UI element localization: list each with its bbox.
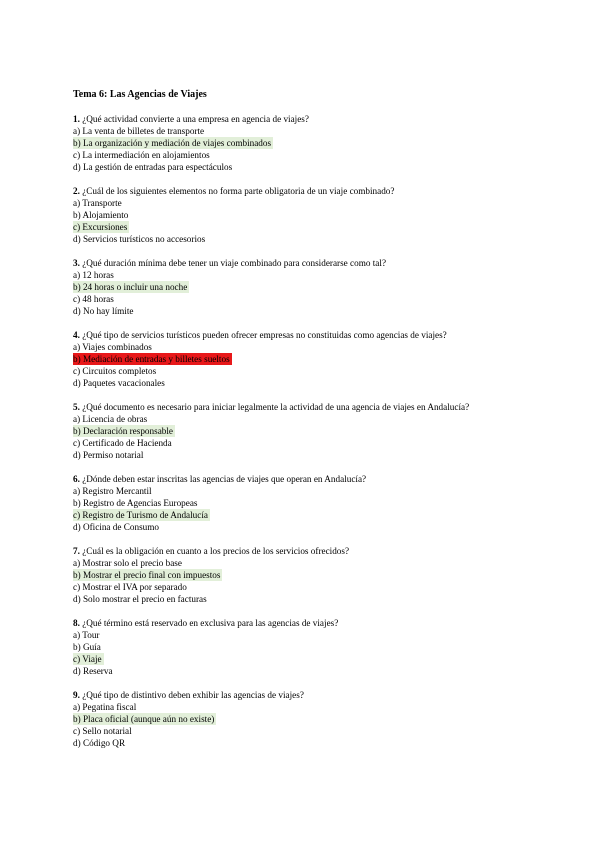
answer-option xyxy=(73,725,553,737)
answer-option-text: b) Alojamiento xyxy=(73,210,129,220)
answer-option xyxy=(73,137,553,149)
answer-option-text: a) Viajes combinados xyxy=(73,342,152,352)
answer-option-text: d) Servicios turísticos no accesorios xyxy=(73,234,206,244)
answer-option-text: a) Tour xyxy=(73,630,100,640)
answer-option xyxy=(73,509,553,521)
answer-option-text: d) Oficina de Consumo xyxy=(73,522,159,532)
answer-option-text: d) No hay límite xyxy=(73,306,134,316)
question-prompt: ¿Cuál es la obligación en cuanto a los precios de los servicios ofrecidos? xyxy=(79,546,350,556)
answer-option xyxy=(73,305,553,317)
answer-option xyxy=(73,377,553,389)
document-title: Tema 6: Las Agencias de Viajes xyxy=(73,89,207,100)
answer-option xyxy=(73,197,553,209)
question-text xyxy=(73,473,553,485)
answer-option-text: a) Licencia de obras xyxy=(73,414,148,424)
answer-option-text: b) Guía xyxy=(73,642,101,652)
answer-option xyxy=(73,209,553,221)
answer-option xyxy=(73,557,553,569)
question-text xyxy=(73,401,553,413)
question-text xyxy=(73,185,553,197)
answer-option xyxy=(73,641,553,653)
question-text xyxy=(73,545,553,557)
question-prompt: ¿Qué tipo de distintivo deben exhibir las agencias de viajes? xyxy=(79,690,304,700)
question-text xyxy=(73,113,553,125)
answer-option xyxy=(73,737,553,749)
answer-option-text: c) Mostrar el IVA por separado xyxy=(73,582,187,592)
answer-option xyxy=(73,629,553,641)
question-number: 4. xyxy=(73,330,80,340)
answer-option-text: a) La venta de billetes de transporte xyxy=(73,126,205,136)
question-prompt: ¿Qué duración mínima debe tener un viaje combinado para considerarse como tal? xyxy=(79,258,387,268)
question-text xyxy=(73,689,553,701)
answer-option xyxy=(73,701,553,713)
answer-option-text: b) Mostrar el precio final con impuestos xyxy=(73,570,221,580)
answer-option-text: d) Código QR xyxy=(73,738,126,748)
answer-option-text: d) La gestión de entradas para espectáculos xyxy=(73,162,233,172)
answer-option xyxy=(73,161,553,173)
answer-option-text: b) Placa oficial (aunque aún no existe) xyxy=(73,714,215,724)
answer-option xyxy=(73,281,553,293)
answer-option-text: b) 24 horas o incluir una noche xyxy=(73,282,188,292)
answer-option xyxy=(73,521,553,533)
answer-option-text: b) La organización y mediación de viajes combinados xyxy=(73,138,272,148)
question-number: 6. xyxy=(73,474,80,484)
answer-option-text: b) Declaración responsable xyxy=(73,426,173,436)
question-number: 5. xyxy=(73,402,80,412)
question-number: 2. xyxy=(73,186,80,196)
answer-option-text: c) 48 horas xyxy=(73,294,114,304)
question-number: 3. xyxy=(73,258,80,268)
question-text xyxy=(73,617,553,629)
answer-option-text: b) Registro de Agencias Europeas xyxy=(73,498,198,508)
answer-option xyxy=(73,497,553,509)
question-text xyxy=(73,329,553,341)
question-block xyxy=(73,185,553,245)
question-number: 9. xyxy=(73,690,80,700)
question-block xyxy=(73,257,553,317)
question-block xyxy=(73,401,553,461)
answer-option xyxy=(73,413,553,425)
answer-option-text: c) Registro de Turismo de Andalucía xyxy=(73,510,208,520)
answer-option xyxy=(73,353,553,365)
answer-option xyxy=(73,713,553,725)
answer-option xyxy=(73,593,553,605)
answer-option-text: c) La intermediación en alojamientos xyxy=(73,150,210,160)
answer-option-text: a) Transporte xyxy=(73,198,122,208)
question-block xyxy=(73,545,553,605)
question-prompt: ¿Qué término está reservado en exclusiva para las agencias de viajes? xyxy=(79,618,339,628)
answer-option xyxy=(73,653,553,665)
question-prompt: ¿Dónde deben estar inscritas las agencias de viajes que operan en Andalucía? xyxy=(79,474,367,484)
answer-option-text: a) Registro Mercantil xyxy=(73,486,152,496)
answer-option xyxy=(73,437,553,449)
answer-option xyxy=(73,665,553,677)
question-block xyxy=(73,113,553,173)
answer-option-text: a) Mostrar solo el precio base xyxy=(73,558,182,568)
answer-option-text: d) Solo mostrar el precio en facturas xyxy=(73,594,207,604)
answer-option-text: c) Excursiones xyxy=(73,222,128,232)
answer-option xyxy=(73,365,553,377)
question-prompt: ¿Qué documento es necesario para iniciar legalmente la actividad de una agencia de viajes en Andalucía? xyxy=(79,402,470,412)
question-block xyxy=(73,329,553,389)
answer-option-text: c) Viaje xyxy=(73,654,102,664)
answer-option-text: d) Reserva xyxy=(73,666,113,676)
answer-option-text: c) Circuitos completos xyxy=(73,366,157,376)
answer-option xyxy=(73,233,553,245)
question-number: 7. xyxy=(73,546,80,556)
question-block xyxy=(73,617,553,677)
question-number: 8. xyxy=(73,618,80,628)
answer-option xyxy=(73,221,553,233)
answer-option xyxy=(73,569,553,581)
answer-option xyxy=(73,125,553,137)
question-block xyxy=(73,689,553,749)
answer-option-text: c) Certificado de Hacienda xyxy=(73,438,172,448)
question-number: 1. xyxy=(73,114,80,124)
answer-option xyxy=(73,425,553,437)
answer-option xyxy=(73,269,553,281)
answer-option-text: d) Permiso notarial xyxy=(73,450,144,460)
question-block xyxy=(73,473,553,533)
answer-option xyxy=(73,341,553,353)
answer-option xyxy=(73,485,553,497)
answer-option-text: c) Sello notarial xyxy=(73,726,132,736)
answer-option-text: a) Pegatina fiscal xyxy=(73,702,137,712)
answer-option xyxy=(73,449,553,461)
answer-option xyxy=(73,293,553,305)
answer-option xyxy=(73,149,553,161)
question-prompt: ¿Qué actividad convierte a una empresa en agencia de viajes? xyxy=(79,114,309,124)
question-prompt: ¿Cuál de los siguientes elementos no forma parte obligatoria de un viaje combinado? xyxy=(79,186,395,196)
question-prompt: ¿Qué tipo de servicios turísticos pueden ofrecer empresas no constituidas como agencias de viajes? xyxy=(79,330,447,340)
answer-option-text: d) Paquetes vacacionales xyxy=(73,378,165,388)
question-text xyxy=(73,257,553,269)
answer-option xyxy=(73,581,553,593)
answer-option-text: a) 12 horas xyxy=(73,270,114,280)
answer-option-text: b) Mediación de entradas y billetes sueltos xyxy=(73,354,230,364)
